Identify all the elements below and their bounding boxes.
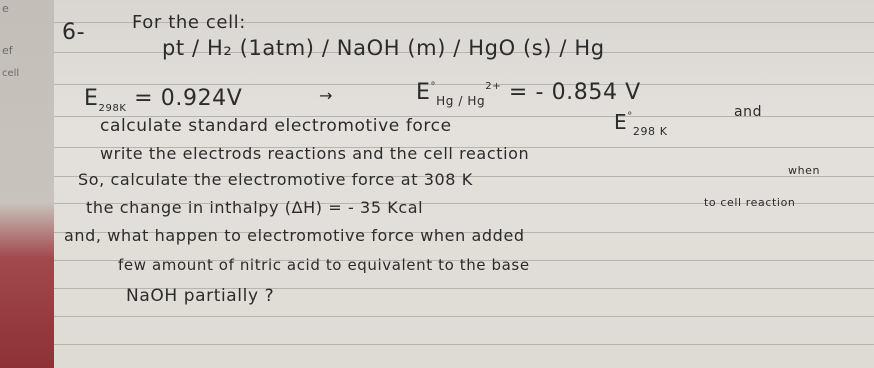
question-number: 6- [62,20,86,45]
e-standard-label: E [416,80,431,105]
arrow-symbol: → [319,86,334,105]
line-calculate-and: and [734,104,763,120]
ruled-line [54,316,874,317]
e298-value: = 0.924V [134,86,243,111]
line-calculate-e-label: E [614,110,628,134]
line-calculate-e-sup: ° [627,111,633,122]
line-when: when [788,164,821,177]
line-write-reactions: write the electrods reactions and the cell reaction [100,144,530,163]
e-standard-couple: Hg / Hg [436,94,486,108]
line-naoh-partially: NaOH partially ? [126,286,275,306]
ruled-line [54,344,874,345]
notebook-page [54,0,874,368]
line-what-happens: and, what happen to electromotive force when added [64,226,525,245]
line-calculate: calculate standard electromotive force [100,116,452,136]
line-nitric-acid: few amount of nitric acid to equivalent to the base [118,256,530,274]
e-standard-charge: 2+ [485,81,502,92]
e298-label: E [84,86,99,111]
margin-scribble-1: e [2,2,9,15]
line-calculate-e [614,110,668,138]
margin-scribble-2: ef [2,44,13,57]
e-standard-value: = - 0.854 V [508,80,641,105]
cell-notation: pt / H₂ (1atm) / NaOH (m) / HgO (s) / Hg [162,36,605,60]
e-standard-superscript: ° [430,81,437,92]
e298-expression [84,86,243,114]
e298-subscript: 298K [98,103,127,114]
line-so-calculate: So, calculate the electromotive force at 308 K [78,170,473,189]
e-standard-expression [416,80,641,108]
line-enthalpy-change: the change in inthalpy (ΔH) = - 35 Kcal [86,198,424,217]
line-to-cell-reaction: to cell reaction [704,196,796,209]
line-calculate-e-sub: 298 K [632,125,668,138]
margin-scribble-3: cell [2,68,20,79]
question-intro: For the cell: [132,12,246,33]
